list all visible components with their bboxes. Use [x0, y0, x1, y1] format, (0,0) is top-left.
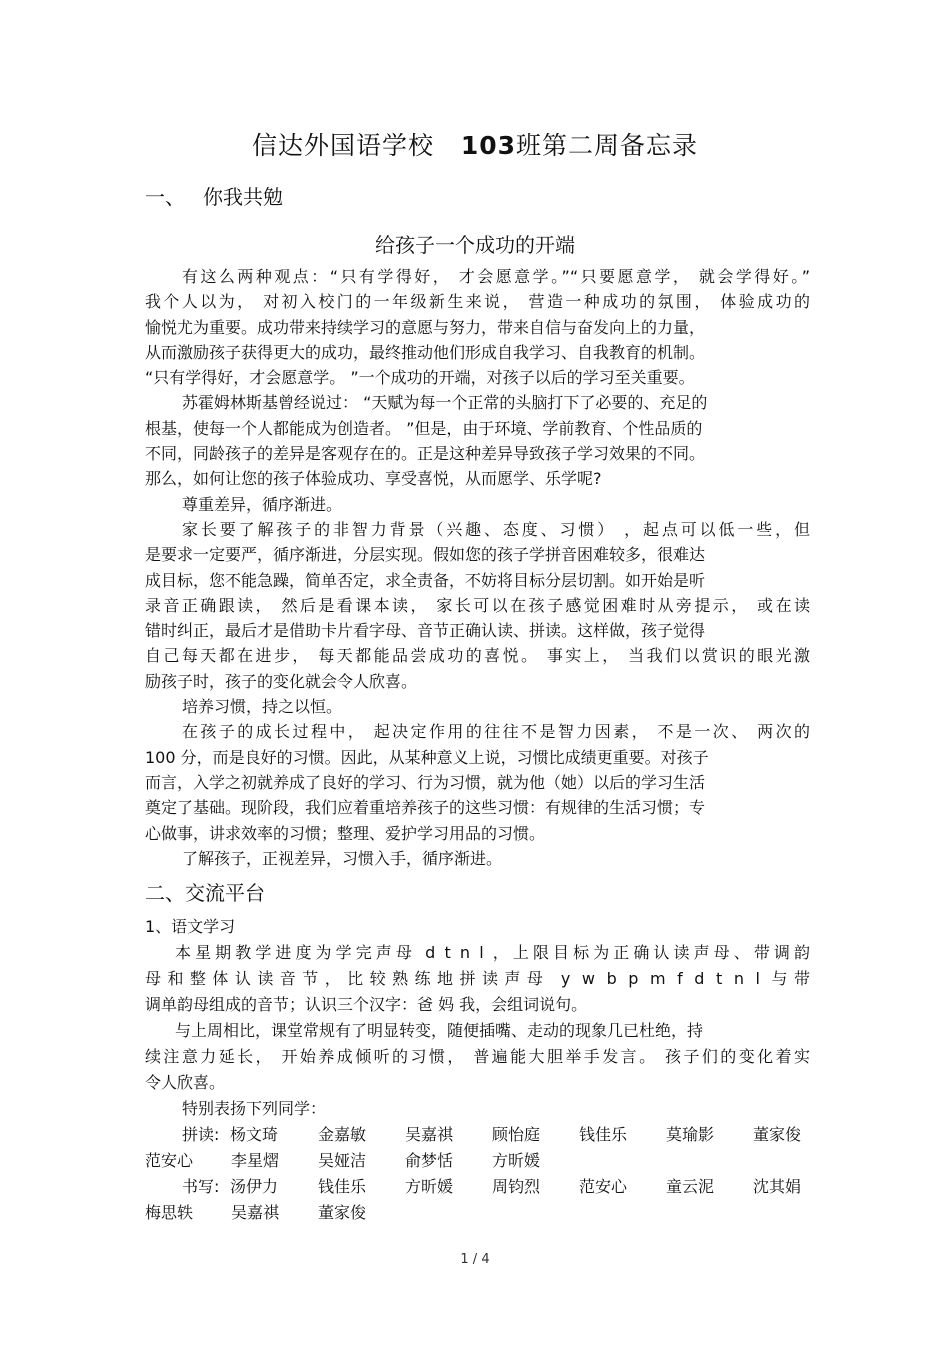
- page-number: 1 / 4: [460, 1252, 490, 1267]
- student-name: 范安心: [145, 1151, 194, 1170]
- paragraph-line: 本星期教学进度为学完声母 d t n l ，上限目标为正确认读声母、带调韵: [175, 943, 810, 962]
- praise-writing-row-2: [145, 1200, 810, 1226]
- paragraph-line: 有这么两种观点：“只有学得好， 才会愿意学。”“只要愿意学， 就会学得好。”: [182, 267, 810, 286]
- paragraph-line: 成目标，您不能急躁，简单否定，求全责备，不妨将目标分层切割。如开始是听: [145, 570, 706, 590]
- student-name: 吴嘉祺: [231, 1203, 280, 1222]
- paragraph-line: 在孩子的成长过程中， 起决定作用的往往不是智力因素， 不是一次、 两次的: [182, 722, 810, 742]
- praise-reading-row-1: [145, 1122, 810, 1148]
- paragraph-line: 特别表扬下列同学：: [182, 1099, 327, 1118]
- paragraph-line: 了解孩子，正视差异，习惯入手，循序渐进。: [182, 848, 503, 868]
- paragraph-line: “只有学得好，才会愿意学。 ”一个成功的开端，对孩子以后的学习至关重要。: [145, 368, 695, 388]
- title-suffix: 班第二周备忘录: [516, 131, 699, 160]
- student-name: 周钧烈: [492, 1177, 541, 1196]
- paragraph-line: 录音正确跟读， 然后是看课本读， 家长可以在孩子感觉困难时从旁提示， 或在读: [145, 595, 810, 615]
- paragraph-line: 母和整体认读音节，比较熟练地拼读声母 y w b p m f d t n l 与带: [145, 969, 810, 988]
- article-body: [145, 264, 810, 871]
- student-name: 汤伊力: [230, 1177, 279, 1196]
- praise-writing-row-1: [145, 1174, 810, 1200]
- praise-label: 拼读:: [182, 1125, 220, 1144]
- paragraph-line: 奠定了基础。现阶段，我们应着重培养孩子的这些习惯：有规律的生活习惯；专: [145, 798, 706, 818]
- paragraph-line: 从而激励孩子获得更大的成功，最终推动他们形成自我学习、自我教育的机制。: [145, 342, 706, 362]
- paragraph-line: 100 分，而是良好的习惯。因此，从某种意义上说，习惯比成绩更重要。对孩子: [145, 747, 709, 767]
- student-name: 方昕媛: [405, 1177, 454, 1196]
- student-name: 顾怡庭: [492, 1125, 541, 1144]
- paragraph-line: 是要求一定要严，循序渐进，分层实现。假如您的孩子学拼音困难较多，很难达: [145, 545, 706, 565]
- paragraph-line: 根基，使每一个人都能成为创造者。 ”但是，由于环境、学前教育、个性品质的: [145, 418, 703, 438]
- title-class-number: 103: [460, 131, 517, 160]
- paragraph-line: 培养习惯，持之以恒。: [182, 697, 343, 717]
- student-name: 沈其娟: [753, 1177, 802, 1196]
- student-name: 俞梦恬: [405, 1151, 454, 1170]
- article-title: 给孩子一个成功的开端: [375, 233, 575, 257]
- student-name: 童云泥: [666, 1177, 715, 1196]
- student-name: 董家俊: [318, 1203, 367, 1222]
- paragraph-line: 家长要了解孩子的非智力背景（兴趣、态度、习惯） ，起点可以低一些，但: [182, 519, 810, 539]
- section1-number: 一、: [145, 185, 185, 209]
- subsection-title: 1、语文学习: [145, 917, 236, 936]
- section2-heading: 二、交流平台: [145, 881, 265, 905]
- praise-reading-row-2: [145, 1148, 810, 1174]
- paragraph-line: 心做事，讲求效率的习惯；整理、爱护学习用品的习惯。: [145, 823, 546, 843]
- paragraph-line: 苏霍姆林斯基曾经说过： “天赋为每一个正常的头脑打下了必要的、充足的: [182, 393, 708, 413]
- chinese-learning-section: [145, 914, 810, 1226]
- student-name: 董家俊: [753, 1125, 802, 1144]
- section1-title: 你我共勉: [203, 185, 283, 209]
- student-name: 李星熠: [231, 1151, 280, 1170]
- student-name: 杨文琦: [230, 1125, 279, 1144]
- student-name: 莫瑜影: [666, 1125, 715, 1144]
- student-name: 梅思轶: [145, 1203, 194, 1222]
- paragraph-line: 励孩子时，孩子的变化就会令人欣喜。: [145, 671, 418, 691]
- student-name: 吴嘉祺: [405, 1125, 454, 1144]
- student-name: 钱佳乐: [579, 1125, 628, 1144]
- paragraph-line: 错时纠正，最后才是借助卡片看字母、音节正确认读、拼读。这样做，孩子觉得: [145, 621, 706, 641]
- paragraph-line: 那么，如何让您的孩子体验成功、享受喜悦，从而愿学、乐学呢?: [145, 469, 602, 489]
- paragraph-line: 续注意力延长， 开始养成倾听的习惯， 普遍能大胆举手发言。 孩子们的变化着实: [145, 1047, 810, 1066]
- paragraph-line: 调单韵母组成的音节；认识三个汉字：爸 妈 我，会组词说句。: [145, 995, 588, 1014]
- paragraph-line: 而言，入学之初就养成了良好的学习、行为习惯，就为他（她）以后的学习生活: [145, 772, 706, 792]
- paragraph-line: 与上周相比，课堂常规有了明显转变，随便插嘴、走动的现象几已杜绝，持: [175, 1021, 704, 1040]
- section1-heading: [145, 181, 283, 210]
- student-name: 钱佳乐: [318, 1177, 367, 1196]
- student-name: 吴娅洁: [318, 1151, 367, 1170]
- paragraph-line: 令人欣喜。: [145, 1073, 226, 1092]
- praise-label: 书写:: [182, 1177, 220, 1196]
- paragraph-line: 愉悦尤为重要。成功带来持续学习的意愿与努力，带来自信与奋发向上的力量，: [145, 317, 706, 337]
- paragraph-line: 我个人以为， 对初入校门的一年级新生来说， 营造一种成功的氛围， 体验成功的: [145, 292, 810, 312]
- page-title: [0, 126, 950, 162]
- paragraph-line: 尊重差异，循序渐进。: [182, 494, 343, 514]
- student-name: 范安心: [579, 1177, 628, 1196]
- paragraph-line: 自己每天都在进步， 每天都能品尝成功的喜悦。 事实上， 当我们以赏识的眼光激: [145, 646, 810, 666]
- student-name: 金嘉敏: [318, 1125, 367, 1144]
- student-name: 方昕媛: [492, 1151, 541, 1170]
- paragraph-line: 不同，同龄孩子的差异是客观存在的。正是这种差异导致孩子学习效果的不同。: [145, 444, 706, 464]
- title-school: 信达外国语学校: [251, 131, 434, 160]
